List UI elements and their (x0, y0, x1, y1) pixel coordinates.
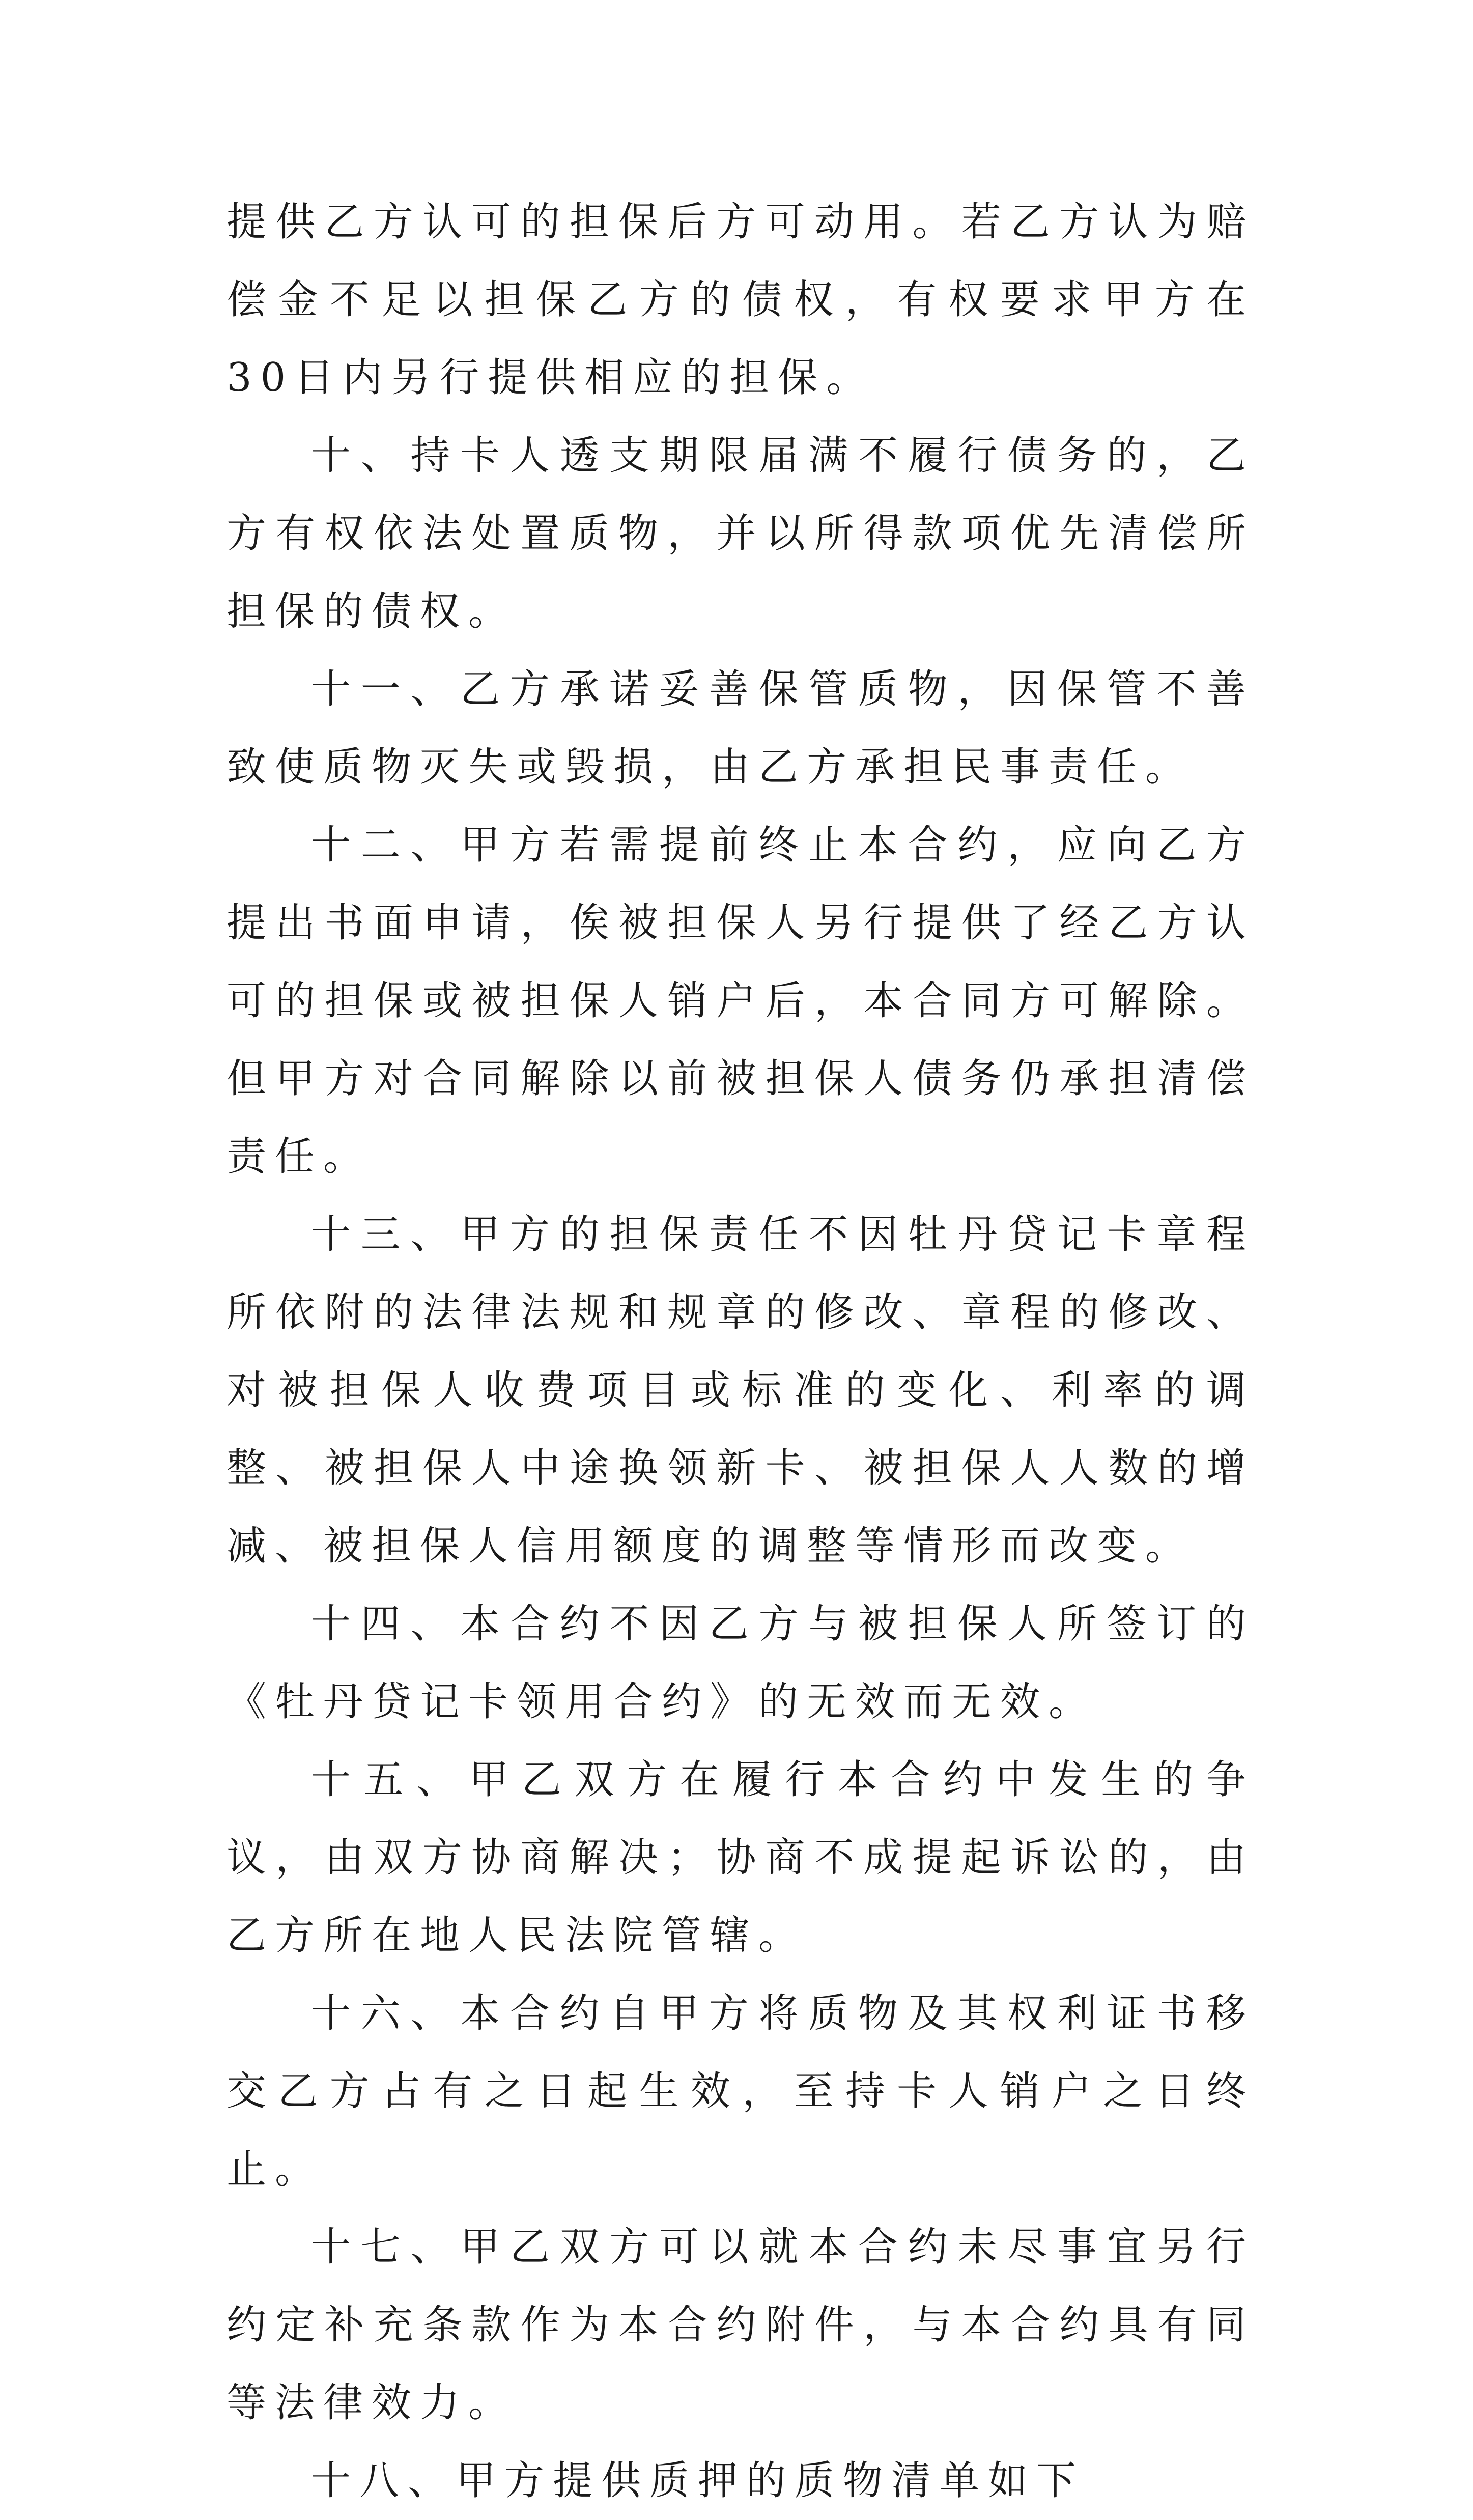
paragraph-continuation: 提供乙方认可的担保后方可动用。若乙方认为赔偿金不足以担保乙方的债权，有权要求甲方在30日内另行提供相应的担保。 (226, 199, 1255, 401)
clause-11: 十一、乙方承诺妥善保管质物，因保管不善致使质物灭失或毁损，由乙方承担民事责任。 (226, 666, 1255, 790)
clause-14: 十四、本合约不因乙方与被担保人所签订的《牡丹贷记卡领用合约》的无效而无效。 (226, 1601, 1255, 1725)
clause-10: 十、持卡人透支期限届满不履行债务的，乙方有权依法处置质物，并以所得款项优先清偿所担保的债权。 (226, 433, 1255, 634)
clause-13: 十三、甲方的担保责任不因牡丹贷记卡章程所依附的法律法规和规章的修改、章程的修改、对被担保人收费项目或标准的变化、利率的调整、被担保人中途换领新卡、被担保人人数的增减、被担保人信用额度的调整等情形而改变。 (226, 1212, 1255, 1569)
clause-17: 十七、甲乙双方可以就本合约未尽事宜另行约定补充条款作为本合约附件，与本合约具有同等法律效力。 (226, 2224, 1255, 2426)
clause-15: 十五、甲乙双方在履行本合约中发生的争议，由双方协商解决；协商不成提起诉讼的，由乙方所在地人民法院管辖。 (226, 1757, 1255, 1958)
clause-18: 十八、甲方提供质押的质物清单如下 (311, 2458, 1085, 2504)
clause-12: 十二、甲方若需提前终止本合约，应向乙方提出书面申请，俟被担保人另行提供了经乙方认可的担保或被担保人销户后，本合同方可解除。但甲方对合同解除以前被担保人债务仍承担清偿责任。 (226, 822, 1255, 1180)
clause-16: 十六、本合约自甲方将质物及其权利证书移交乙方占有之日起生效，至持卡人销户之日终止。 (226, 1991, 1255, 2192)
contract-body (226, 183, 1255, 2520)
